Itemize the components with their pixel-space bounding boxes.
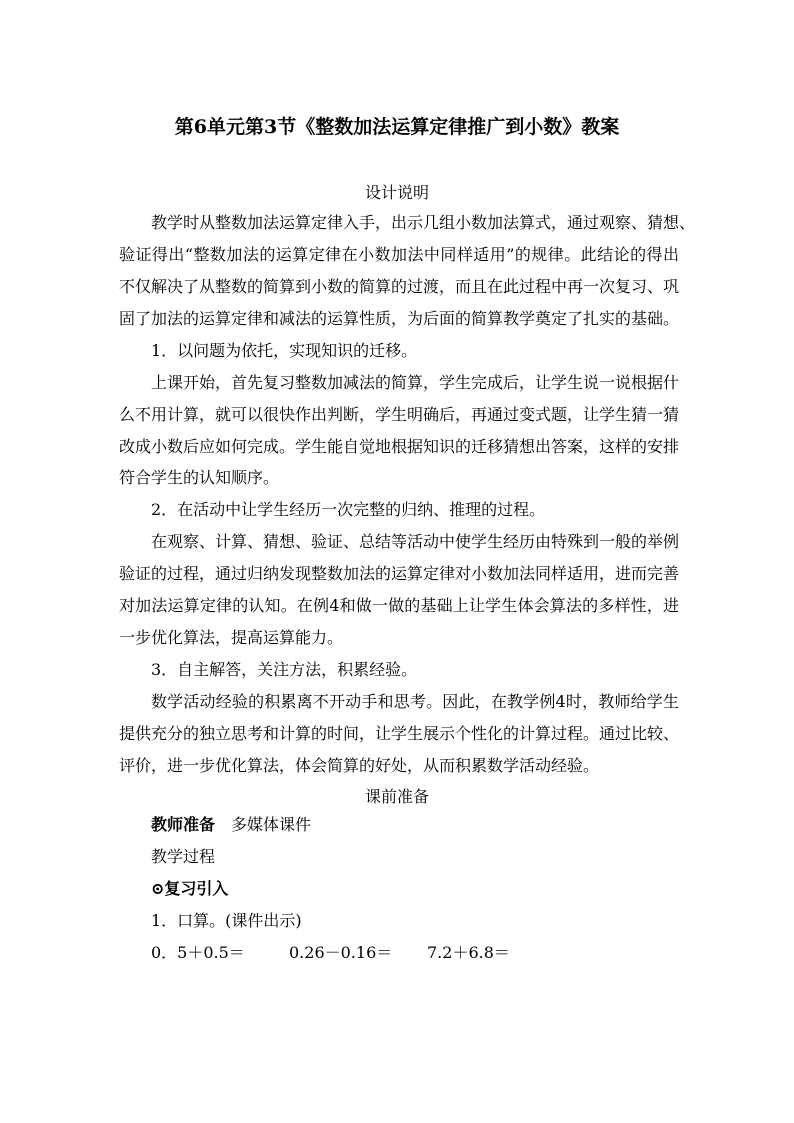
paragraph-line: 教学时从整数加法运算定律入手，出示几组小数加法算式，通过观察、猜想、 xyxy=(151,213,696,232)
paragraph-line: 符合学生的认知顺序。 xyxy=(119,468,280,487)
paragraph-line: 固了加法的运算定律和减法的运算性质，为后面的简算教学奠定了扎实的基础。 xyxy=(119,309,680,328)
paragraph-line: 验证的过程，通过归纳发现整数加法的运算定律对小数加法同样适用，进而完善 xyxy=(119,564,680,583)
teacher-prep xyxy=(151,813,311,837)
calc-item: 7.2＋6.8＝ xyxy=(427,943,510,962)
prep-heading: 课前准备 xyxy=(364,787,429,806)
paragraph-line: 提供充分的独立思考和计算的时间，让学生展示个性化的计算过程。通过比较、 xyxy=(119,724,680,743)
oral-exercise-title: 1．口算。(课件出示) xyxy=(151,911,302,930)
paragraph-line: 改成小数后应如何完成。学生能自觉地根据知识的迁移猜想出答案，这样的安排 xyxy=(119,437,680,456)
design-heading: 设计说明 xyxy=(364,183,429,202)
paragraph-line: 么不用计算，就可以很快作出判断，学生明确后，再通过变式题，让学生猜一猜 xyxy=(119,405,680,424)
paragraph-line: 一步优化算法，提高运算能力。 xyxy=(119,628,344,647)
paragraph-line: 上课开始，首先复习整数加减法的简算，学生完成后，让学生说一说根据什 xyxy=(151,373,680,392)
paragraph-line: 对加法运算定律的认知。在例4和做一做的基础上让学生体会算法的多样性，进 xyxy=(119,596,679,615)
paragraph-line: 评价，进一步优化算法，体会简算的好处，从而积累数学活动经验。 xyxy=(119,756,600,775)
paragraph-line: 在观察、计算、猜想、验证、总结等活动中使学生经历由特殊到一般的举例 xyxy=(151,532,680,551)
paragraph-line: 验证得出“整数加法的运算定律在小数加法中同样适用”的规律。此结论的得出 xyxy=(119,245,679,264)
teacher-prep-label: 教师准备 xyxy=(151,815,216,834)
calc-item: 0.26－0.16＝ xyxy=(289,943,393,962)
teacher-prep-value: 多媒体课件 xyxy=(231,815,312,834)
review-heading: ⊙复习引入 xyxy=(151,879,229,898)
process-heading: 教学过程 xyxy=(151,847,216,866)
document-title: 第6单元第3节《整数加法运算定律推广到小数》教案 xyxy=(174,116,620,138)
paragraph-line: 数学活动经验的积累离不开动手和思考。因此，在教学例4时，教师给学生 xyxy=(151,692,679,711)
point-1-title: 1．以问题为依托，实现知识的迁移。 xyxy=(151,341,418,360)
point-3-title: 3．自主解答，关注方法，积累经验。 xyxy=(151,660,418,679)
calc-item: 0．5＋0.5＝ xyxy=(151,943,245,962)
point-2-title: 2．在活动中让学生经历一次完整的归纳、推理的过程。 xyxy=(151,500,546,519)
paragraph-line: 不仅解决了从整数的简算到小数的简算的过渡，而且在此过程中再一次复习、巩 xyxy=(119,277,680,296)
